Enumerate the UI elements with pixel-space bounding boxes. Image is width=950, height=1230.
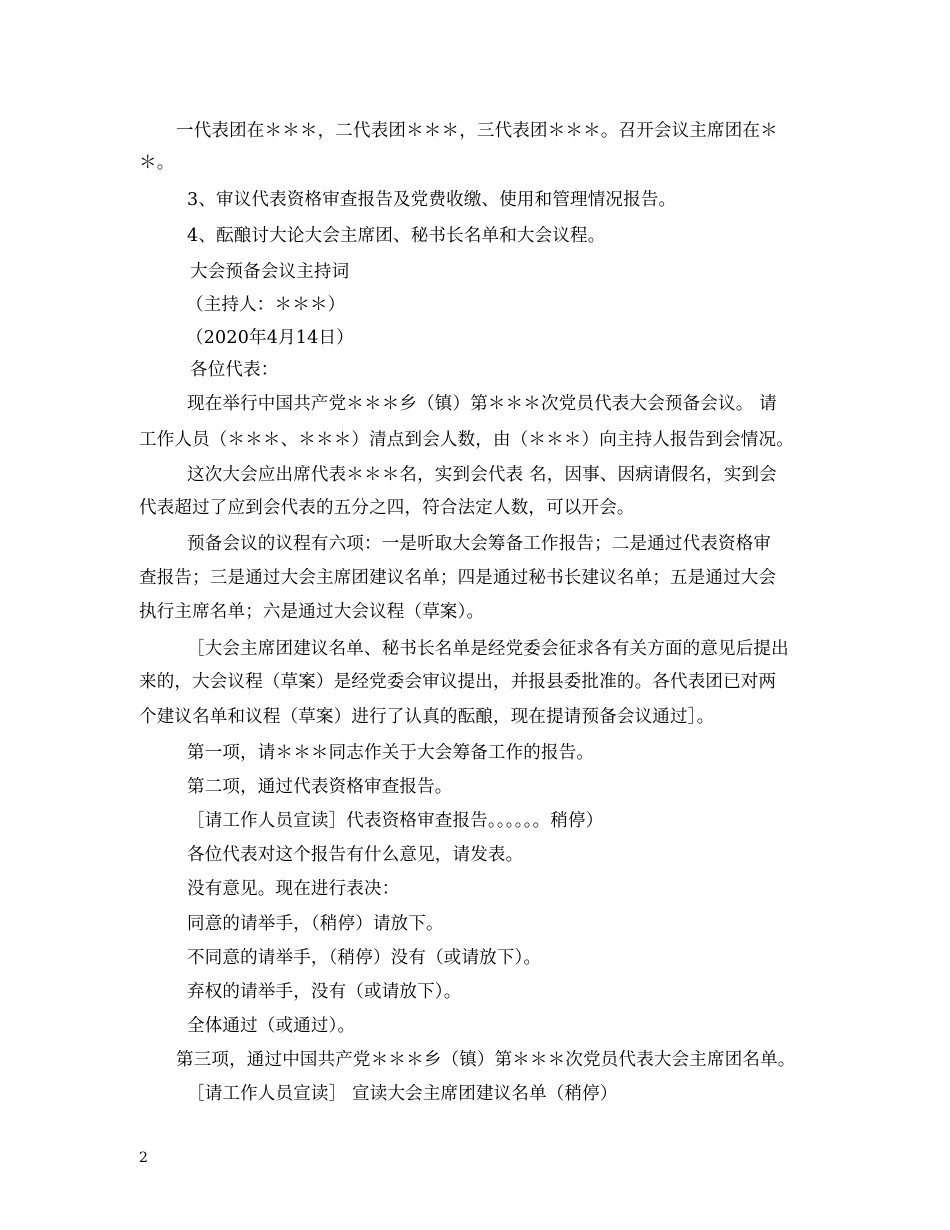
text-line: ［请工作人员宣读］ 宣读大会主席团建议名单（稍停） bbox=[187, 1084, 618, 1104]
text-line: 查报告；三是通过大会主席团建议名单；四是通过秘书长建议名单；五是通过大会 bbox=[139, 568, 777, 588]
text-line: 执行主席名单；六是通过大会议程（草案）。 bbox=[139, 602, 485, 622]
text-line: 没有意见。现在进行表决： bbox=[187, 879, 400, 899]
date-line: （2020年4月14日） bbox=[186, 328, 354, 348]
text-line: ［请工作人员宣读］代表资格审查报告。。。。。。稍停） bbox=[187, 811, 604, 831]
text-line: 第三项，通过中国共产党＊＊＊乡（镇）第＊＊＊次党员代表大会主席团名单。 bbox=[176, 1050, 796, 1070]
text-line: 4、酝酿讨大论大会主席团、秘书长名单和大会议程。 bbox=[187, 226, 606, 246]
text-line: 现在举行中国共产党＊＊＊乡（镇）第＊＊＊次党员代表大会预备会议。 请 bbox=[187, 394, 777, 414]
text-line: 不同意的请举手，（稍停）没有（或请放下）。 bbox=[187, 948, 542, 968]
text-line: 个建议名单和议程（草案）进行了认真的酝酿，现在提请预备会议通过］。 bbox=[139, 707, 715, 727]
text-line: ＊。 bbox=[139, 153, 175, 173]
text-line: 代表超过了应到会代表的五分之四，符合法定人数，可以开会。 bbox=[139, 498, 635, 518]
salutation: 各位代表： bbox=[190, 360, 279, 380]
text-line: 来的，大会议程（草案）是经党委会审议提出，并报县委批准的。各代表团已对两 bbox=[139, 672, 777, 692]
host-line: （主持人：＊＊＊） bbox=[186, 295, 346, 315]
text-line: 这次大会应出席代表＊＊＊名，实到会代表 名，因事、因病请假名，实到会 bbox=[187, 465, 777, 485]
text-line: 3、审议代表资格审查报告及党费收缴、使用和管理情况报告。 bbox=[187, 190, 677, 210]
text-line: 同意的请举手，（稍停）请放下。 bbox=[187, 914, 444, 934]
page-number: 2 bbox=[139, 1150, 148, 1166]
text-line: ［大会主席团建议名单、秘书长名单是经党委会征求各有关方面的意见后提出 bbox=[187, 639, 789, 659]
text-line: 工作人员（＊＊＊、＊＊＊）清点到会人数，由（＊＊＊）向主持人报告到会情况。 bbox=[139, 430, 794, 450]
text-line: 一代表团在＊＊＊，二代表团＊＊＊，三代表团＊＊＊。召开会议主席团在＊ bbox=[176, 121, 778, 141]
section-title: 大会预备会议主持词 bbox=[190, 262, 350, 282]
text-line: 全体通过（或通过）。 bbox=[187, 1016, 356, 1036]
text-line: 第二项，通过代表资格审查报告。 bbox=[187, 777, 453, 797]
text-line: 第一项，请＊＊＊同志作关于大会筹备工作的报告。 bbox=[187, 743, 595, 763]
text-line: 弃权的请举手，没有（或请放下）。 bbox=[187, 982, 462, 1002]
text-line: 预备会议的议程有六项：一是听取大会筹备工作报告；二是通过代表资格审 bbox=[187, 534, 772, 554]
text-line: 各位代表对这个报告有什么意见，请发表。 bbox=[187, 845, 524, 865]
